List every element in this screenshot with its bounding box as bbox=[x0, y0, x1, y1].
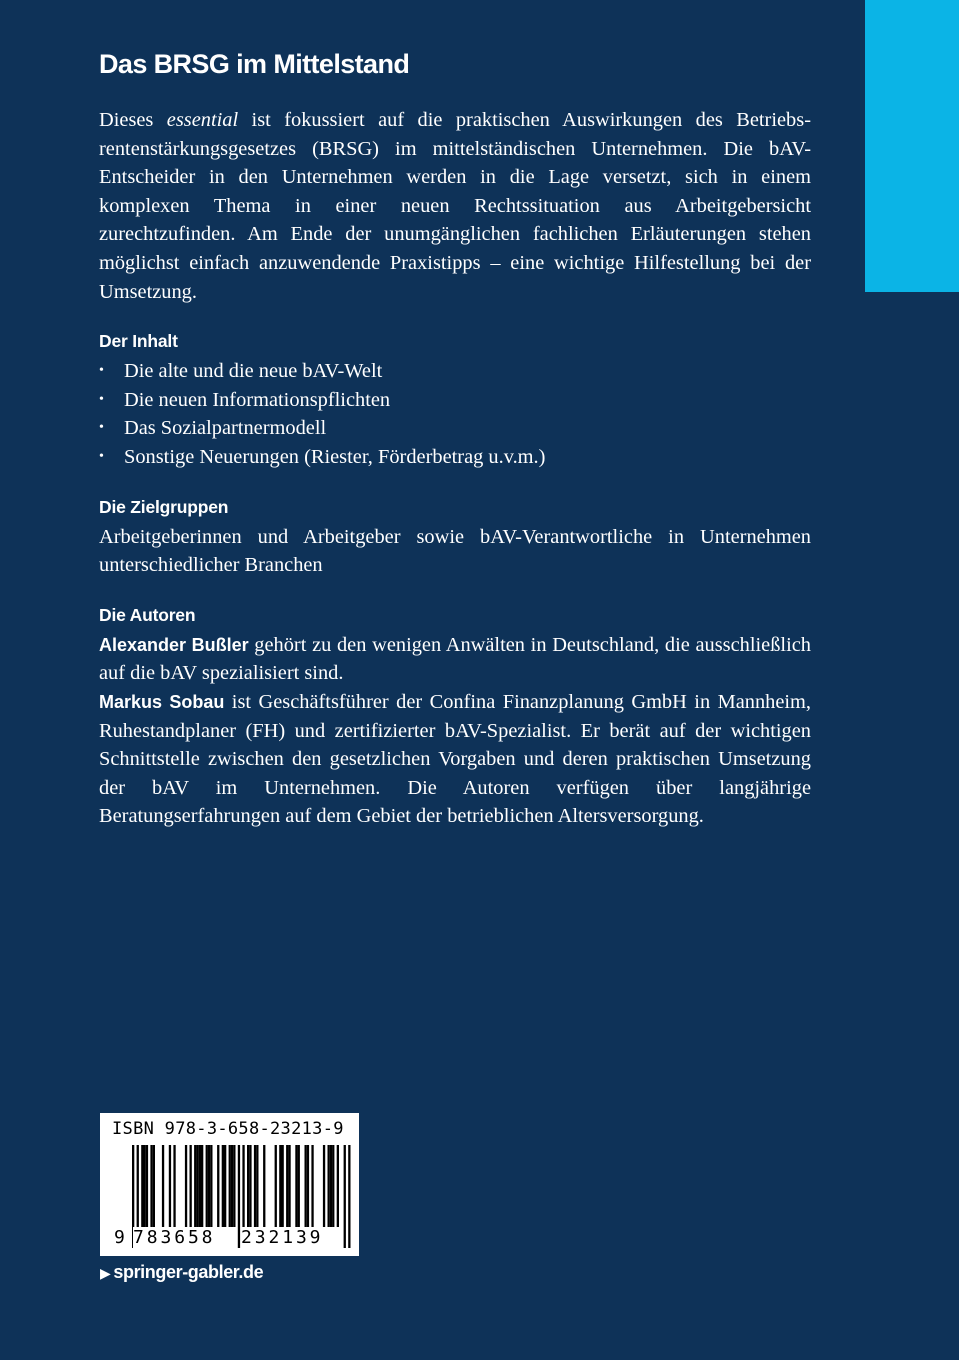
barcode-bar bbox=[150, 1145, 152, 1227]
barcode-bar bbox=[146, 1145, 148, 1227]
barcode-bar bbox=[263, 1145, 265, 1227]
barcode-bar bbox=[224, 1145, 226, 1227]
barcode-bar bbox=[337, 1145, 339, 1227]
isbn-barcode bbox=[100, 1113, 359, 1256]
ean-first-digit: 9 bbox=[114, 1227, 125, 1248]
barcode-bar bbox=[233, 1145, 235, 1227]
barcode-bar bbox=[201, 1145, 203, 1227]
barcode-bar bbox=[275, 1145, 277, 1227]
author1-name: Alexander Bußler bbox=[99, 634, 249, 655]
bullet-icon: • bbox=[99, 448, 104, 464]
zielgruppen-text: Arbeitgeberinnen und Arbeitgeber sowie bAV-Verantwortliche in Unternehmen unterschiedlicher Branchen bbox=[99, 525, 811, 577]
barcode-bar bbox=[199, 1145, 201, 1227]
barcode-bar bbox=[279, 1145, 281, 1227]
barcode-bar bbox=[141, 1145, 143, 1227]
barcode-bar bbox=[208, 1145, 210, 1227]
intro-text-start: Dieses bbox=[99, 109, 167, 131]
barcode-bar bbox=[229, 1145, 231, 1227]
list-item-text: Die alte und die neue bAV-Welt bbox=[124, 360, 383, 383]
barcode-guard-bar bbox=[344, 1145, 346, 1248]
barcode-bar bbox=[194, 1145, 196, 1227]
list-item-text: Sonstige Neuerungen (Riester, Förderbetrag u.v.m.) bbox=[124, 445, 546, 468]
list-item bbox=[99, 443, 811, 472]
barcode-bar bbox=[332, 1145, 334, 1227]
list-item bbox=[99, 386, 811, 415]
barcode-bar bbox=[206, 1145, 208, 1227]
arrow-icon: ▶ bbox=[100, 1265, 111, 1281]
author2-name: Markus Sobau bbox=[99, 691, 225, 712]
intro-paragraph bbox=[99, 106, 811, 306]
intro-emphasis: essential bbox=[166, 109, 239, 131]
barcode-bar bbox=[330, 1145, 332, 1227]
ean-right-digits: 232139 bbox=[241, 1227, 324, 1248]
list-item-text: Die neuen Informationspflichten bbox=[124, 388, 391, 411]
barcode-bar bbox=[254, 1145, 256, 1227]
barcode-bar bbox=[307, 1145, 309, 1227]
barcode-bar bbox=[295, 1145, 297, 1227]
ean-left-digits: 783658 bbox=[133, 1227, 216, 1248]
list-item bbox=[99, 414, 811, 443]
barcode-bar bbox=[217, 1145, 219, 1227]
barcode-bar bbox=[190, 1145, 192, 1227]
barcode-bar bbox=[249, 1145, 251, 1227]
barcode-bar bbox=[282, 1145, 284, 1227]
barcode-bar bbox=[286, 1145, 288, 1227]
barcode-bar bbox=[328, 1145, 330, 1227]
back-cover-content bbox=[99, 44, 811, 831]
barcode-bar bbox=[288, 1145, 290, 1227]
author1-bio: gehört zu den wenigen Anwälten in Deutschland, die ausschließlich auf die bAV spezialisiert sind. bbox=[99, 633, 812, 685]
barcode-bar bbox=[256, 1145, 258, 1227]
publisher-link[interactable] bbox=[100, 1262, 263, 1283]
bullet-icon: • bbox=[99, 363, 104, 379]
publisher-url: springer-gabler.de bbox=[113, 1262, 264, 1282]
bullet-icon: • bbox=[99, 420, 104, 436]
barcode-bar bbox=[247, 1145, 249, 1227]
list-item bbox=[99, 357, 811, 386]
author2-paragraph bbox=[99, 688, 811, 831]
barcode-bar bbox=[185, 1145, 187, 1227]
barcode-bar bbox=[210, 1145, 212, 1227]
isbn-label: ISBN 978-3-658-23213-9 bbox=[112, 1119, 344, 1139]
author2-bio: ist Geschäftsführer der Confina Finanzplanung GmbH in Mannheim, Ruhestandplaner (FH) und zertifizierter bAV-Spezialist. Er berät auf der wichtigen Schnittstelle zwischen den gesetzlichen Vorgaben und deren praktischen Umsetzung der bAV im Unternehmen. Die Autoren verfügen über langjährige Beratungserfahrungen auf dem Gebiet der betrieblichen Altersversorgung. bbox=[99, 690, 812, 828]
list-item-text: Das Sozialpartnermodell bbox=[124, 417, 327, 440]
inhalt-list bbox=[99, 357, 811, 471]
barcode-bar bbox=[231, 1145, 233, 1227]
barcode-bar bbox=[222, 1145, 224, 1227]
accent-bar bbox=[865, 0, 959, 292]
barcode-bar bbox=[196, 1145, 198, 1227]
barcode-guard-bar bbox=[238, 1145, 240, 1248]
barcode-guard-bar bbox=[348, 1145, 350, 1248]
book-title: Das BRSG im Mittelstand bbox=[99, 49, 410, 79]
bullet-icon: • bbox=[99, 391, 104, 407]
barcode-bar bbox=[144, 1145, 146, 1227]
intro-text-rest: ist fokussiert auf die praktischen Auswirkungen des Betriebsrentenstärkungsgesetzes (BRSG) im mittelständischen Unternehmen. Die bAV-Entscheider in den Unternehmen werden in die Lage versetzt, sich in einem komplexen Thema in einer neuen Rechtssituation aus Arbeitgebersicht zurechtzufinden. Am Ende der unumgänglichen fachlichen Erläuterungen stehen möglichst einfach anzuwendende Praxistipps – eine wichtige Hilfestellung bei der Umsetzung. bbox=[99, 109, 811, 303]
barcode-bar bbox=[311, 1145, 313, 1227]
barcode-bar bbox=[173, 1145, 175, 1227]
barcode-bar bbox=[305, 1145, 307, 1227]
barcode-bar bbox=[169, 1145, 171, 1227]
zielgruppen-heading: Die Zielgruppen bbox=[99, 496, 229, 517]
barcode-bar bbox=[153, 1145, 155, 1227]
barcode-bar bbox=[298, 1145, 300, 1227]
author1-paragraph bbox=[99, 631, 811, 688]
barcode-bar bbox=[323, 1145, 325, 1227]
barcode-bar bbox=[162, 1145, 164, 1227]
inhalt-heading: Der Inhalt bbox=[99, 331, 178, 352]
autoren-heading: Die Autoren bbox=[99, 604, 196, 625]
